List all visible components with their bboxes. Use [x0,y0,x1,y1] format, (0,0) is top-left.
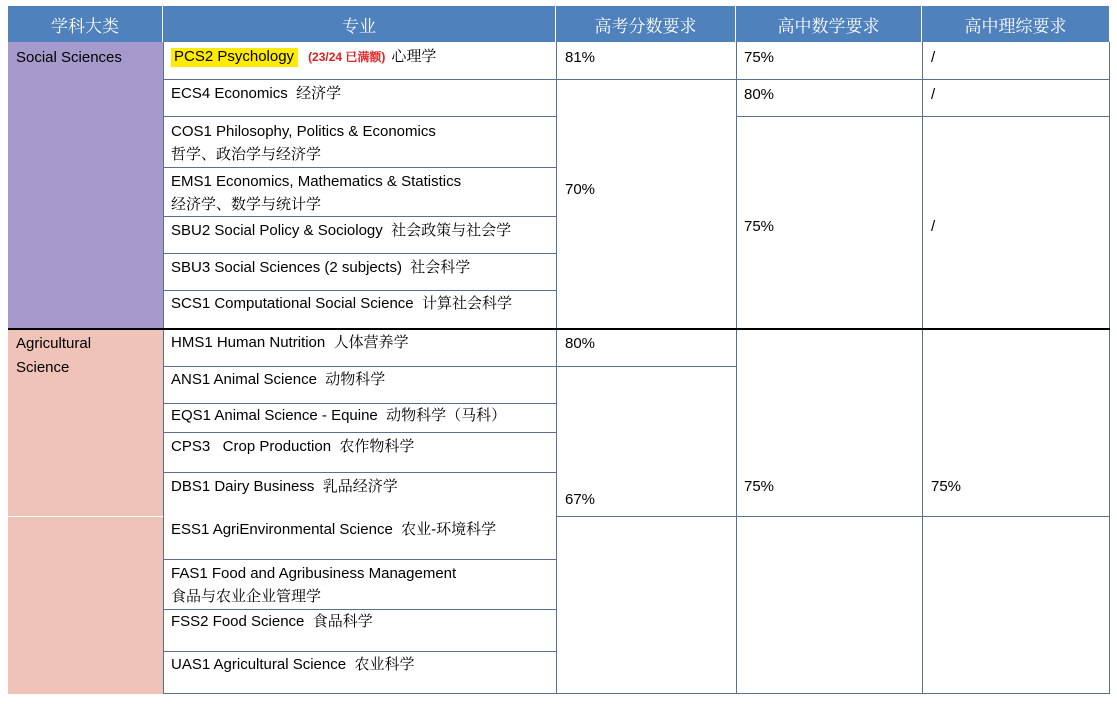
section-divider [8,328,1110,330]
major-social-policy-en: SBU2 Social Policy & Sociology [171,222,383,239]
category-label-social: Social Sciences [16,49,122,66]
major-equine [171,404,506,427]
major-crop-cn: 农作物科学 [339,438,415,455]
full-quota-note: (23/24 已满额) [308,50,386,64]
major-agri-science-cn: 农业科学 [354,656,415,673]
header-score: 高考分数要求 [556,6,736,42]
grid-h-major-4 [163,216,556,217]
major-ems-cn: 经济学、数学与统计学 [171,196,322,213]
grid-h-major-7 [163,366,556,367]
major-psychology [171,45,436,69]
major-agribusiness-cn: 食品与农业企业管理学 [171,588,322,605]
major-dairy-en: DBS1 Dairy Business [171,478,315,495]
major-agribusiness [171,562,456,608]
grid-h-major-6 [163,290,556,291]
major-food-science [171,610,373,633]
grid-h-major-1 [163,79,556,80]
header-category: 学科大类 [8,6,163,42]
math-agri: 75% [744,478,775,495]
major-economics [171,82,341,105]
major-ppe [171,120,436,166]
major-social-policy-cn: 社会政策与社会学 [391,222,512,239]
score-psychology: 81% [565,49,596,66]
header-science: 高中理综要求 [922,6,1109,42]
major-animal-science [171,368,385,391]
major-agri-science [171,653,414,676]
category-social-sciences [8,42,163,328]
grid-v-4 [922,42,923,694]
science-agri: 75% [931,478,962,495]
major-computational-en: SCS1 Computational Social Science [171,295,414,312]
major-equine-en: EQS1 Animal Science - Equine [171,407,378,424]
major-social-sciences-en: SBU3 Social Sciences (2 subjects) [171,259,402,276]
major-psychology-highlight: PCS2 Psychology [171,48,298,67]
grid-v-3 [736,42,737,694]
score-agri: 67% [565,491,596,508]
major-social-policy [171,219,511,242]
major-ems-en: EMS1 Economics, Mathematics & Statistics [171,173,462,190]
grid-h-score-2 [556,366,736,367]
grid-v-5 [1109,42,1110,694]
math-social: 75% [744,218,775,235]
grid-h-major-9 [163,432,556,433]
major-computational [171,292,512,315]
science-economics: / [931,86,936,103]
grid-h-major-11 [163,559,556,560]
major-agri-env-cn: 农业-环境科学 [401,521,497,538]
grid-v-1 [163,42,164,694]
major-agri-env-en: ESS1 AgriEnvironmental Science [171,521,393,538]
science-social: / [931,218,936,235]
major-dairy-cn: 乳品经济学 [322,478,398,495]
header-major: 专业 [163,6,556,42]
grid-h-major-3 [163,167,556,168]
major-ems [171,170,461,216]
grid-h-math-1 [736,116,1109,117]
math-economics: 80% [744,86,775,103]
math-psychology: 75% [744,49,775,66]
major-computational-cn: 计算社会科学 [421,295,512,312]
category-food [8,517,163,694]
score-social: 70% [565,181,596,198]
major-ppe-cn: 哲学、政治学与经济学 [171,146,322,163]
grid-h-bottom [163,693,1109,694]
major-ppe-en: COS1 Philosophy, Politics & Economics [171,123,436,140]
grid-v-2 [556,42,557,694]
grid-h-major-5 [163,253,556,254]
major-agribusiness-en: FAS1 Food and Agribusiness Management [171,565,457,582]
score-nutrition: 80% [565,335,596,352]
category-label-agri: Agricultural Science [16,335,92,376]
grid-h-major-2 [163,116,556,117]
major-crop-en: CPS3 Crop Production [171,438,332,455]
grid-h-major-10 [163,472,556,473]
major-psychology-cn: 心理学 [391,48,437,65]
category-divider [8,516,163,517]
major-animal-science-cn: 动物科学 [325,371,386,388]
major-social-sciences [171,256,470,279]
grid-h-major-13 [163,651,556,652]
major-nutrition-cn: 人体营养学 [333,334,409,351]
major-equine-cn: 动物科学（马科） [386,407,507,424]
major-economics-cn: 经济学 [296,85,342,102]
science-psychology: / [931,49,936,66]
major-agri-science-en: UAS1 Agricultural Science [171,656,347,673]
header-math: 高中数学要求 [736,6,922,42]
major-crop [171,435,414,458]
major-nutrition [171,331,409,354]
major-economics-en: ECS4 Economics [171,85,288,102]
grid-h-req-sep [556,516,1109,517]
major-dairy [171,475,398,498]
major-social-sciences-cn: 社会科学 [410,259,471,276]
major-nutrition-en: HMS1 Human Nutrition [171,334,326,351]
major-animal-science-en: ANS1 Animal Science [171,371,317,388]
grid-h-score-1 [556,79,1109,80]
major-food-science-cn: 食品科学 [312,613,373,630]
major-food-science-en: FSS2 Food Science [171,613,305,630]
major-agri-env [171,518,496,541]
